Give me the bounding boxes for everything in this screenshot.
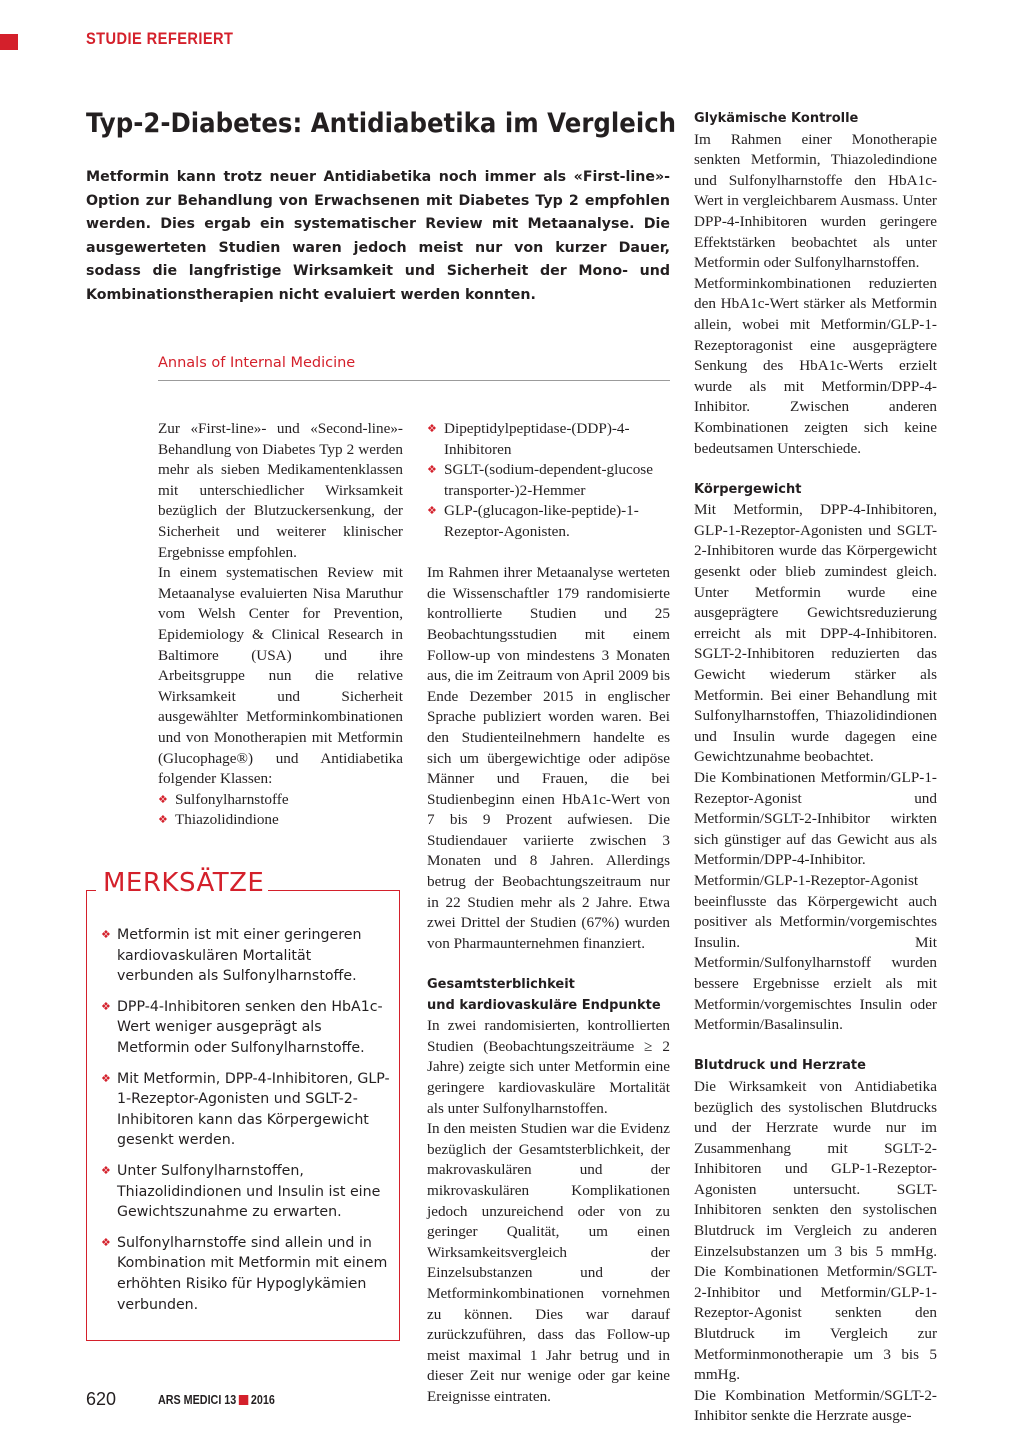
diamond-bullet-icon: ❖	[158, 813, 168, 827]
section-label: STUDIE REFERIERT	[86, 29, 234, 48]
divider	[86, 890, 96, 891]
diamond-bullet-icon: ❖	[101, 1163, 111, 1177]
magazine-year: 2016	[250, 1393, 275, 1407]
list-item: ❖ SGLT-(sodium-dependent-glucose transporter-)2-Hemmer	[427, 460, 670, 501]
diamond-bullet-icon: ❖	[158, 792, 168, 806]
body-column-2	[427, 419, 670, 1408]
key-point: ❖ Mit Metformin, DPP-4-Inhibitoren, GLP-1-Rezeptor-Agonisten und SGLT-2-Inhibitoren kann das Körpergewicht gesenkt werden.	[101, 1069, 391, 1151]
body-paragraph: In den meisten Studien war die Evidenz bezüglich der Gesamtsterblichkeit, der makrovaskulären und der mikrovaskulären Komplikationen jedoch unzureichend oder von zu geringer Qualität, um einen Wirksamkeitsvergleich der Einzelsubstanzen und der Metforminkombinationen vornehmen zu können. Dies war darauf zurückzuführen, dass das Follow-up meist maximal 1 Jahr betrug und in dieser Zeit nur wenige oder gar keine Ereignisse eintraten.	[427, 1120, 670, 1405]
list-item: ❖ Dipeptidylpeptidase-(DDP)-4-Inhibitoren	[427, 419, 670, 460]
key-point: ❖ DPP-4-Inhibitoren senken den HbA1c-Wert weniger ausgeprägt als Metformin oder Sulfonylharnstoffe.	[101, 997, 391, 1059]
diamond-bullet-icon: ❖	[427, 504, 437, 518]
key-points-header	[86, 868, 400, 908]
body-paragraph: Im Rahmen einer Monotherapie senkten Metformin, Thiazoledindione und Sulfonylharnstoffe den HbA1c-Wert in vergleichbarem Ausmass. Unter DPP-4-Inhibitoren wurden geringere Effektstärken beobachtet als unter Metformin oder Sulfonylharnstoffen.	[694, 130, 937, 272]
source-divider	[158, 380, 670, 381]
article-source: Annals of Internal Medicine	[158, 355, 356, 371]
body-paragraph: Im Rahmen ihrer Metaanalyse werteten die Wissenschaftler 179 randomisierte kontrollierte Studien und 25 Beobachtungsstudien mit einem Follow-up von mindestens 3 Monaten aus, die im Zeitraum von April 2009 bis Ende Dezember 2015 in englischer Sprache publiziert worden waren. Bei den Studienteilnehmern handelte es sich um übergewichtige oder adipöse Männer und Frauen, die bei Studienbeginn einen HbA1c-Wert von 7 bis 9 Prozent aufwiesen. Die Studiendauer variierte zwischen 3 Monaten und 8 Jahren. Allerdings betrug der Beobachtungszeitraum nur in 22 Studien mehr als 2 Jahre. Etwa zwei Drittel der Studien (67%) wurden von Pharmaunternehmen finanziert.	[427, 564, 670, 952]
page-number: 620	[86, 1389, 117, 1409]
section-heading: Körpergewicht	[694, 481, 802, 497]
section-heading: Blutdruck und Herzrate	[694, 1058, 866, 1074]
diamond-bullet-icon: ❖	[427, 422, 437, 435]
divider	[268, 890, 400, 891]
key-point: ❖ Metformin ist mit einer geringeren kardiovaskulären Mortalität verbunden als Sulfonylharnstoffe.	[101, 925, 391, 987]
diamond-bullet-icon: ❖	[101, 999, 111, 1013]
article-lead: Metformin kann trotz neuer Antidiabetika noch immer als «First-line»-Option zur Behandlung von Erwachsenen mit Diabetes Typ 2 empfohlen werden. Dies ergab ein systematischer Review mit Metaanalyse. Die ausgewerteten Studien waren jedoch meist nur von kurzer Dauer, sodass die langfristige Wirksamkeit und Sicherheit der Mono- und Kombinationstherapien nicht evaluiert werden konnten.	[86, 169, 670, 303]
diamond-bullet-icon: ❖	[101, 1235, 111, 1249]
key-point: ❖ Sulfonylharnstoffe sind allein und in Kombination mit Metformin mit einem erhöhten Risiko für Hypoglykämien verbunden.	[101, 1233, 391, 1315]
diamond-bullet-icon: ❖	[101, 928, 111, 941]
body-paragraph: In einem systematischen Review mit Metaanalyse evaluierten Nisa Maruthur vom Welsh Center for Prevention, Epidemiology & Clinical Research in Baltimore (USA) und ihre Arbeitsgruppe nun die relative Wirksamkeit und Sicherheit ausgewählter Metforminkombinationen und von Monotherapien mit Metformin (Glucophage®) und Antidiabetika folgender Klassen:	[158, 564, 403, 788]
body-paragraph: Mit Metformin, DPP-4-Inhibitoren, GLP-1-Rezeptor-Agonisten und SGLT-2-Inhibitoren wurde das Körpergewicht gesenkt oder blieb zumindest gleich. Unter Metformin wurde eine ausgeprägtere Gewichtsreduzierung erreicht als mit DPP-4-Inhibitoren. SGLT-2-Inhibitoren reduzierten das Gewicht wiederum stärker als Metformin. Bei einer Behandlung mit Sulfonylharnstoffen, Thiazolidindionen und Insulin wurde dagegen eine Gewichtzunahme beobachtet.	[694, 501, 937, 766]
list-item: ❖ Sulfonylharnstoffe	[158, 790, 403, 811]
body-column-3	[694, 109, 937, 1427]
key-point: ❖ Unter Sulfonylharnstoffen, Thiazolidindionen und Insulin ist eine Gewichtszunahme zu erwarten.	[101, 1161, 391, 1223]
footer-square-icon	[239, 1395, 248, 1405]
body-paragraph: Die Kombinationen Metformin/GLP-1-Rezeptor-Agonist und Metformin/SGLT-2-Inhibitor wirkten sich günstiger auf das Gewicht aus als Metformin/DPP-4-Inhibitor. Metformin/GLP-1-Rezeptor-Agonist beeinflusste das Körpergewicht auch positiver als Metformin/vorgemischtes Insulin. Mit Metformin/Sulfonylharnstoff wurden bessere Ergebnisse erzielt als mit Metformin/vorgemischtes Insulin oder Metformin/Basalinsulin.	[694, 769, 937, 1034]
body-paragraph: Die Wirksamkeit von Antidiabetika bezüglich des systolischen Blutdrucks und der Herzrate wurde nur im Zusammenhang mit SGLT-2-Inhibitoren und GLP-1-Rezeptor-Agonisten untersucht. SGLT-Inhibitoren senkten den systolischen Blutdruck im Vergleich zu anderen Einzelsubstanzen um 3 bis 5 mmHg. Die Kombinationen Metformin/SGLT-2-Inhibitor und Metformin/GLP-1-Rezeptor-Agonist senkten den Blutdruck im Vergleich zur Metforminmonotherapie um 3 bis 5 mmHg.	[694, 1077, 937, 1384]
list-item: ❖ GLP-(glucagon-like-peptide)-1-Rezeptor-Agonisten.	[427, 501, 670, 542]
list-item: ❖ Thiazolidindione	[158, 810, 403, 831]
section-heading: Glykämische Kontrolle	[694, 111, 859, 126]
body-paragraph: In zwei randomisierten, kontrollierten Studien (Beobachtungszeiträume ≥ 2 Jahre) zeigte sich unter Metformin eine geringere kardiovaskuläre Mortalität als unter Sulfonylharnstoffen.	[427, 1017, 670, 1117]
key-points-title: MERKSÄTZE	[103, 868, 265, 898]
diamond-bullet-icon: ❖	[427, 463, 437, 477]
section-heading: Gesamtsterblichkeit	[427, 977, 575, 993]
section-heading: und kardiovaskuläre Endpunkte	[427, 997, 661, 1013]
article-title: Typ-2-Diabetes: Antidiabetika im Vergleich	[86, 108, 677, 139]
diamond-bullet-icon: ❖	[101, 1071, 111, 1085]
magazine-name: ARS MEDICI 13	[158, 1393, 237, 1407]
body-paragraph: Zur «First-line»- und «Second-line»-Behandlung von Diabetes Typ 2 werden mehr als sieben Medikamentenklassen mit unterschiedlicher Wirksamkeit bezüglich der Blutzuckersenkung, der Sicherheit und weiterer klinischer Ergebnisse empfohlen.	[158, 420, 403, 561]
section-marker	[0, 34, 18, 50]
body-paragraph: Die Kombination Metformin/SGLT-2-Inhibitor senkte die Herzrate ausge-	[694, 1386, 937, 1425]
footer-magazine	[158, 1393, 275, 1407]
body-paragraph: Metforminkombinationen reduzierten den HbA1c-Wert stärker als Metformin allein, wobei mit Metformin/GLP-1-Rezeptoragonist eine ausgeprägtere Senkung des HbA1c-Werts erzielt wurde als mit Metformin/DPP-4-Inhibitor. Zwischen anderen Kombinationen zeigten sich keine bedeutsamen Unterschiede.	[694, 274, 937, 457]
body-column-1	[158, 419, 403, 831]
key-points-list	[101, 925, 391, 1325]
